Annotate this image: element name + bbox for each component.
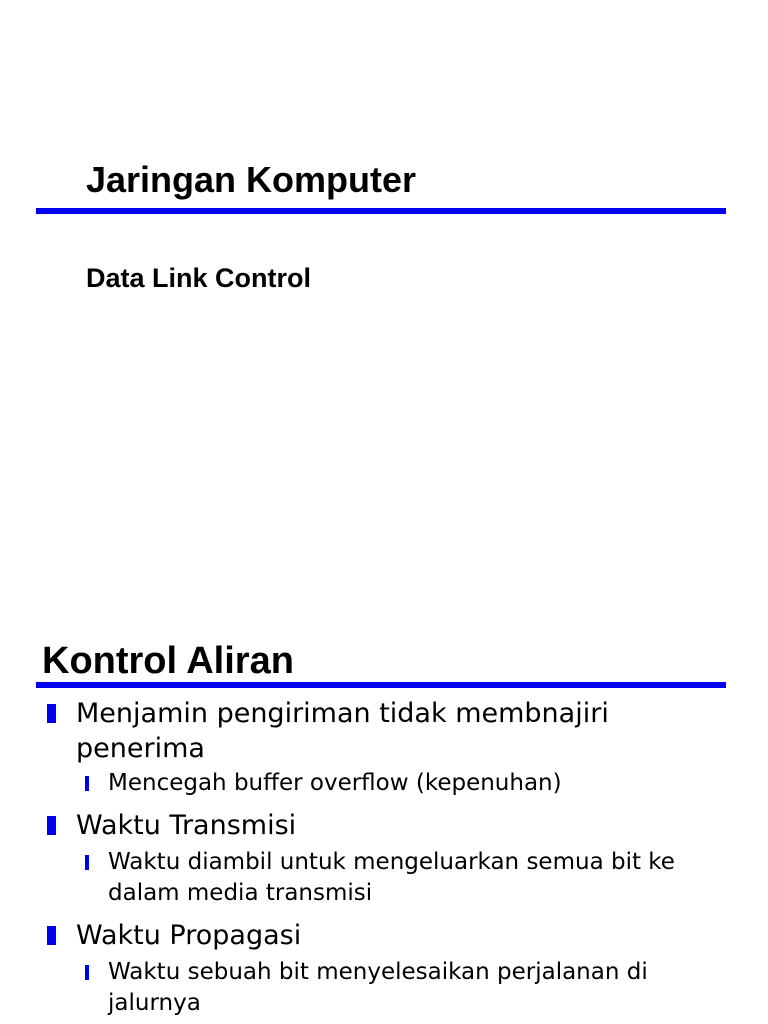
slide-subtitle: Data Link Control (86, 263, 312, 293)
sub-bullet-marker-icon (85, 776, 89, 791)
slide-title: Jaringan Komputer (86, 159, 417, 200)
bullet-text: Waktu Transmisi (76, 810, 297, 841)
sub-bullet-marker-icon (85, 965, 89, 980)
slide-title: Kontrol Aliran (42, 640, 294, 682)
sub-bullet-text: Mencegah buffer overflow (kepenuhan) (108, 770, 562, 796)
bullet-item (0, 918, 768, 953)
sub-bullet-marker-icon (85, 855, 89, 870)
sub-bullet-text: Waktu diambil untuk mengeluarkan semua bit ke dalam media transmisi (108, 849, 675, 906)
bullet-marker-icon (47, 704, 56, 723)
bullet-text: Menjamin pengiriman tidak membnajiri penerima (76, 698, 609, 764)
bullet-marker-icon (47, 926, 56, 945)
title-divider (36, 208, 726, 214)
title-divider (36, 682, 726, 688)
sub-bullet-item (0, 957, 768, 1019)
sub-bullet-item (0, 768, 768, 799)
bullet-item (0, 696, 768, 766)
bullet-text: Waktu Propagasi (76, 920, 302, 951)
bullet-list (0, 696, 768, 1019)
bullet-item (0, 808, 768, 843)
content-slide (0, 600, 768, 1024)
sub-bullet-item (0, 847, 768, 909)
sub-bullet-text: Waktu sebuah bit menyelesaikan perjalanan di jalurnya (108, 959, 648, 1016)
bullet-marker-icon (47, 816, 56, 835)
